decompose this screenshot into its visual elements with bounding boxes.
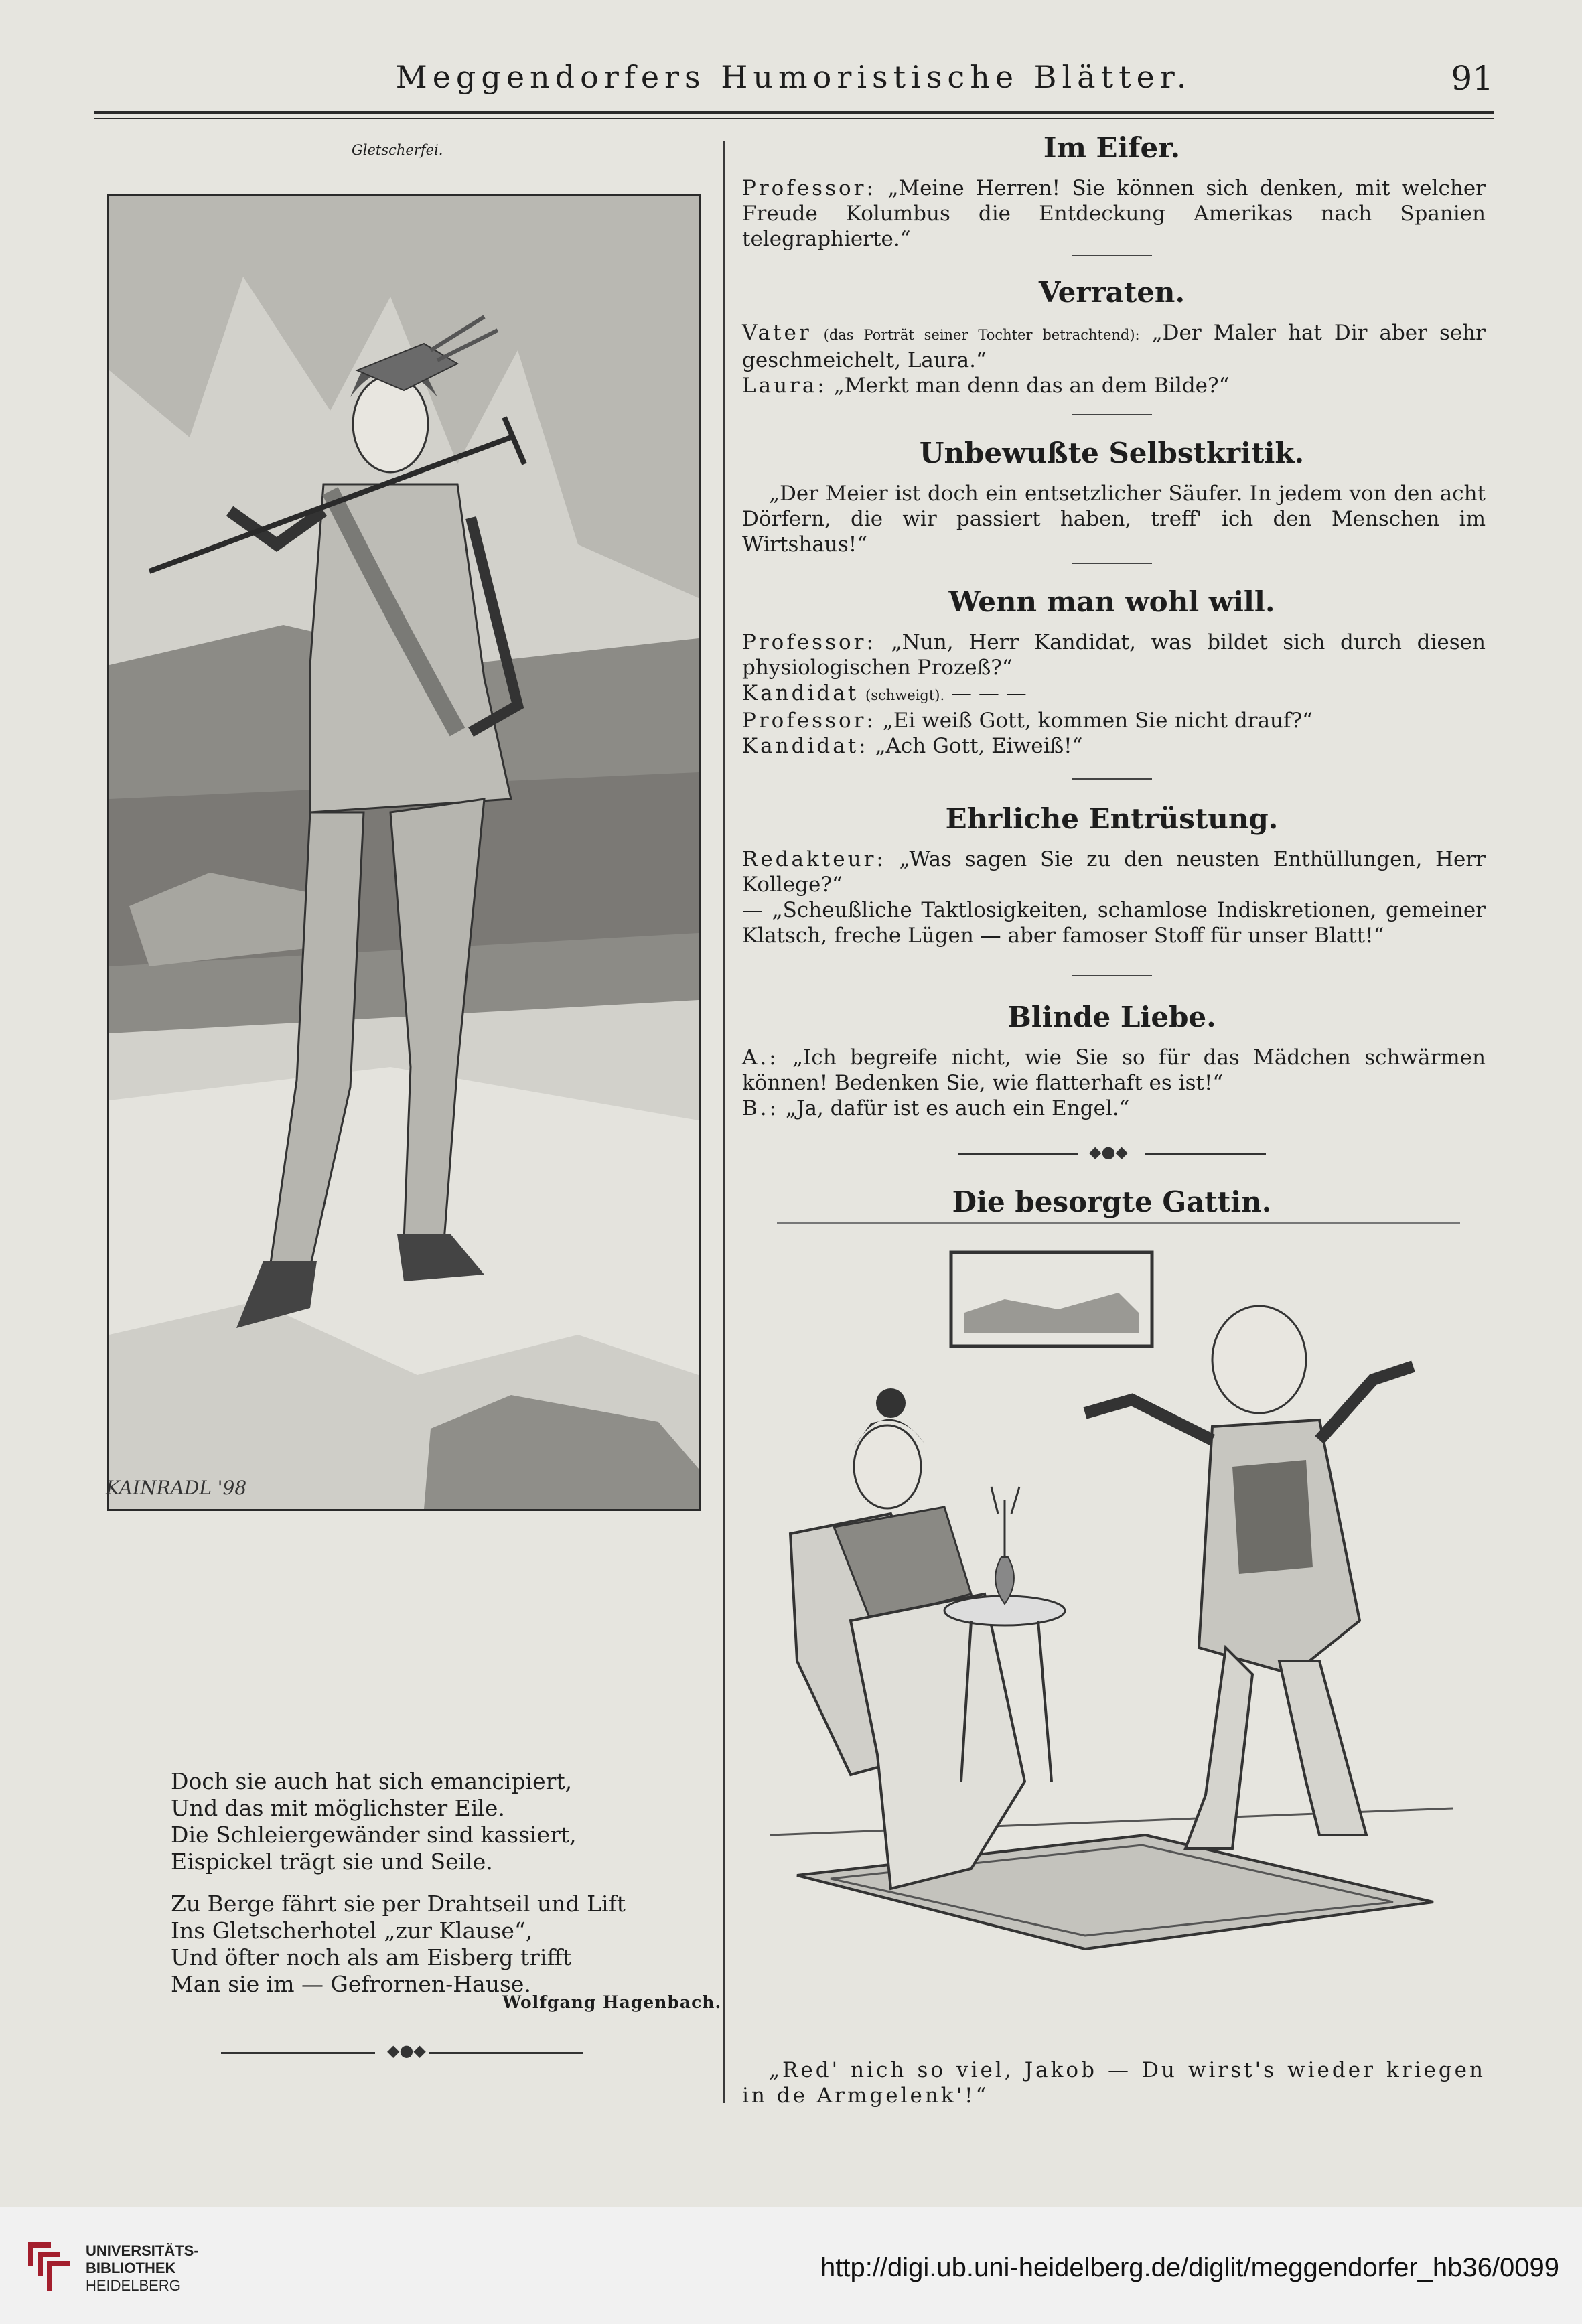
section-text: Vater (das Porträt seiner Tochter betrachtend): „Der Maler hat Dir aber sehr geschmeichelt, Laura.“ Laura: „Merkt man denn das an dem Bilde?“ bbox=[742, 321, 1486, 398]
digitization-footer bbox=[0, 2207, 1582, 2324]
section-title: Die besorgte Gattin. bbox=[952, 1185, 1272, 1218]
ornamental-divider: ◆●◆ bbox=[221, 2044, 583, 2060]
column-divider bbox=[723, 141, 725, 2103]
poem-line: Und das mit möglichster Eile. bbox=[171, 1795, 505, 1821]
illustration-caption: Gletscherfei. bbox=[352, 142, 443, 158]
poem-stanza-1 bbox=[171, 1768, 577, 1875]
couple-cartoon-illustration bbox=[770, 1246, 1453, 1956]
divider bbox=[1072, 255, 1152, 256]
poem-line: Doch sie auch hat sich emancipiert, bbox=[171, 1768, 573, 1794]
magazine-title: Meggendorfers Humoristische Blätter. bbox=[395, 59, 1192, 95]
poem-line: Eispickel trägt sie und Seile. bbox=[171, 1848, 493, 1875]
library-logo-icon bbox=[24, 2240, 74, 2293]
header-rule bbox=[94, 111, 1494, 114]
divider bbox=[1072, 414, 1152, 415]
section-title: Ehrliche Entrüstung. bbox=[945, 802, 1279, 835]
divider bbox=[1072, 778, 1152, 780]
section-text: Professor: „Nun, Herr Kandidat, was bildet sich durch diesen physiologischen Prozeß?“ Kandidat (schweigt). — — — Professor: „Ei weiß Gott, kommen Sie nicht drauf?“ Kandidat: „Ach Gott, Eiweiß!“ bbox=[742, 630, 1486, 758]
title-underline bbox=[777, 1222, 1460, 1224]
section-title: Im Eifer. bbox=[1043, 131, 1181, 164]
cartoon-caption: „Red' nich so viel, Jakob — Du wirst's wieder kriegen in de Armgelenk'!“ bbox=[742, 2058, 1486, 2108]
poem-author: Wolfgang Hagenbach. bbox=[502, 1992, 722, 2012]
section-title: Unbewußte Selbstkritik. bbox=[919, 437, 1305, 469]
mountaineer-illustration bbox=[107, 194, 701, 1511]
section-title: Blinde Liebe. bbox=[1007, 1001, 1216, 1033]
page-number: 91 bbox=[1451, 59, 1494, 98]
source-url-link[interactable]: http://digi.ub.uni-heidelberg.de/diglit/meggendorfer_hb36/0099 bbox=[820, 2253, 1559, 2282]
section-text: A.: „Ich begreife nicht, wie Sie so für das Mädchen schwärmen können! Bedenken Sie, wie flatterhaft es ist!“ B.: „Ja, dafür ist es auch ein Engel.“ bbox=[742, 1045, 1486, 1120]
library-name: UNIVERSITÄTS- BIBLIOTHEK HEIDELBERG bbox=[86, 2242, 199, 2294]
section-title: Verraten. bbox=[1038, 276, 1185, 309]
poem-line: Ins Gletscherhotel „zur Klause“, bbox=[171, 1917, 533, 1944]
divider bbox=[1072, 563, 1152, 564]
poem-line: Zu Berge fährt sie per Drahtseil und Lift bbox=[171, 1891, 626, 1917]
section-text: Professor: „Meine Herren! Sie können sich denken, mit welcher Freude Kolumbus die Entdeckung Amerikas nach Spanien telegraphierte.“ bbox=[742, 176, 1486, 251]
poem-line: Die Schleiergewänder sind kassiert, bbox=[171, 1822, 577, 1848]
header-rule-thin bbox=[94, 118, 1494, 119]
poem-line: Man sie im — Gefrornen-Hause. bbox=[171, 1971, 531, 1997]
poem-line: Und öfter noch als am Eisberg trifft bbox=[171, 1944, 572, 1970]
ornamental-divider: ◆●◆ bbox=[958, 1145, 1266, 1161]
running-header bbox=[94, 59, 1494, 106]
artist-signature: KAINRADL '98 bbox=[106, 1477, 247, 1499]
poem-stanza-2 bbox=[171, 1891, 626, 1998]
divider bbox=[1072, 975, 1152, 976]
section-text: „Der Meier ist doch ein entsetzlicher Säufer. In jedem von den acht Dörfern, die wir passiert haben, treff' ich den Menschen im Wirtshaus!“ bbox=[742, 482, 1486, 557]
section-text: Redakteur: „Was sagen Sie zu den neusten Enthüllungen, Herr Kollege?“ — „Scheußliche Taktlosigkeiten, schamlose Indiskretionen, gemeiner Klatsch, freche Lügen — aber famoser Stoff für unser Blatt!“ bbox=[742, 847, 1486, 948]
section-title: Wenn man wohl will. bbox=[948, 585, 1275, 618]
